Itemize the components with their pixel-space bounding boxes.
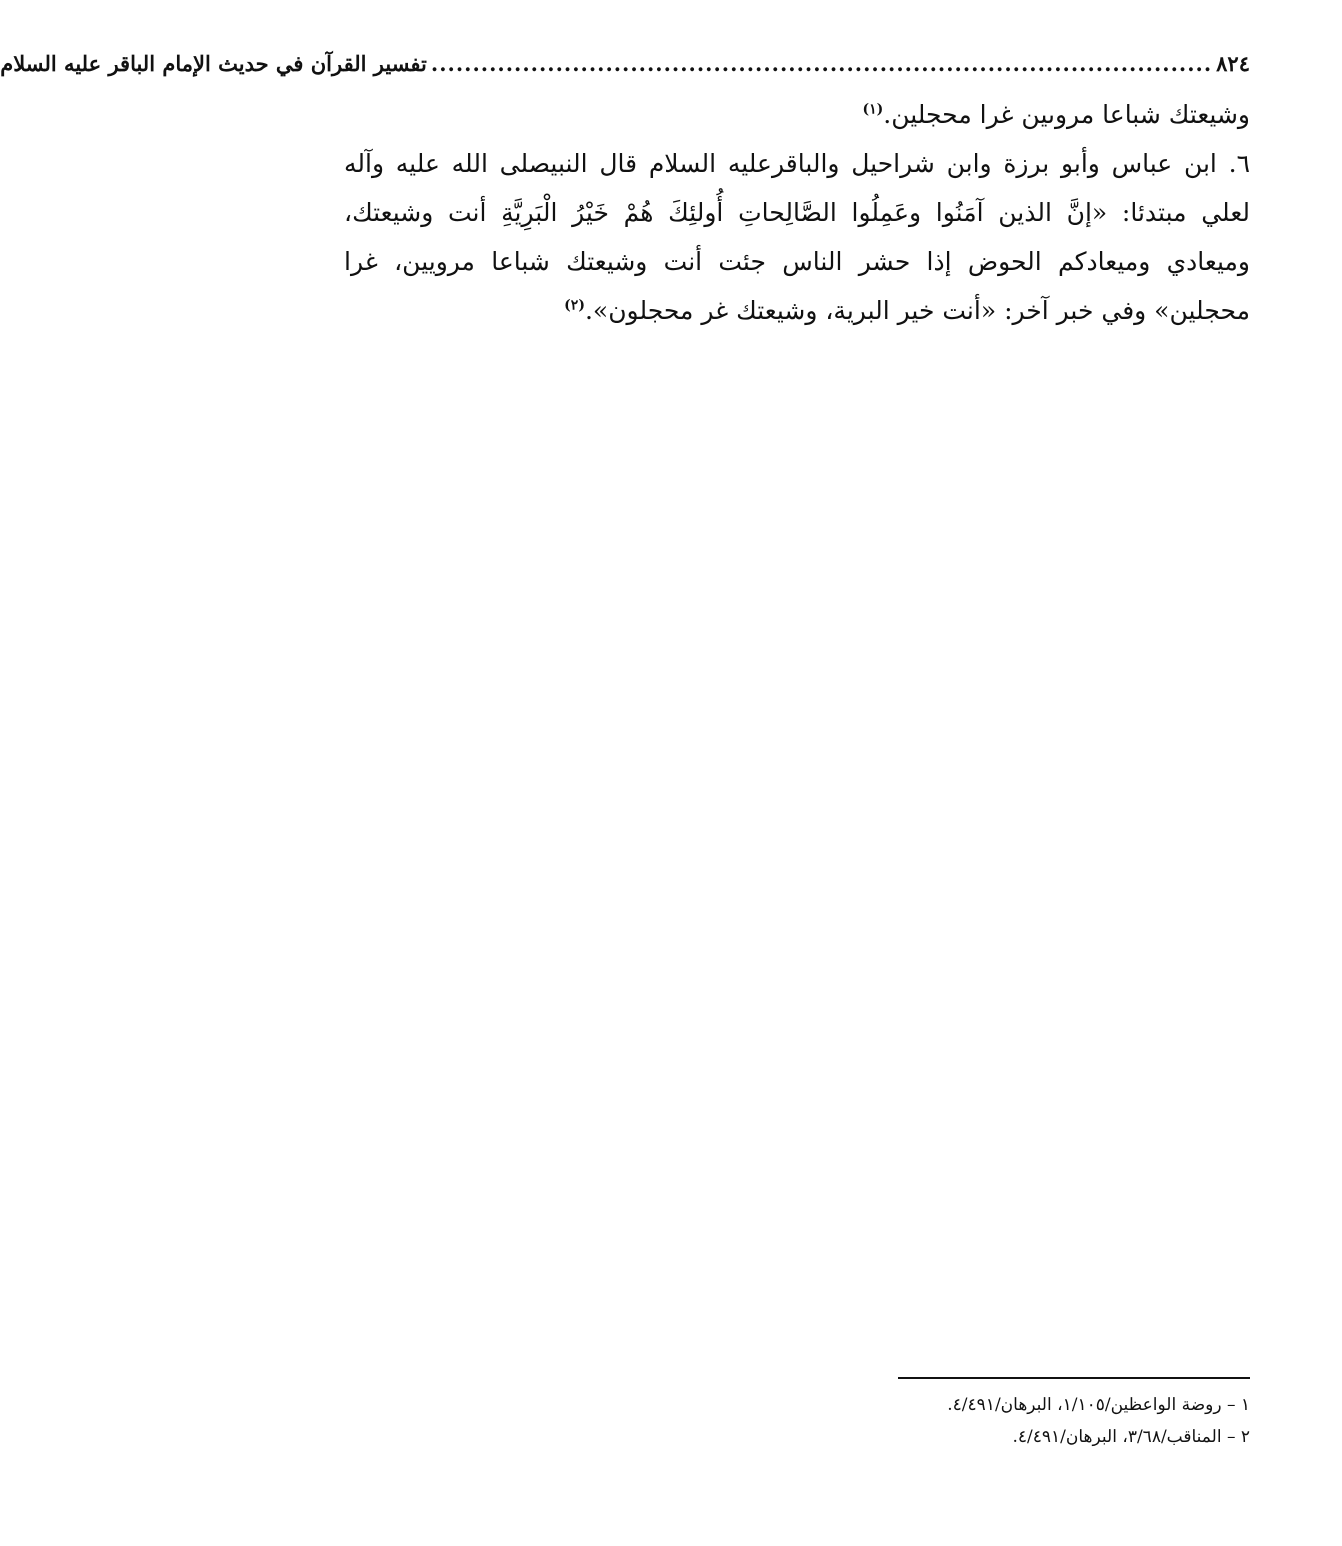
paragraph-1 (344, 90, 1250, 139)
footnotes-section (344, 1377, 1250, 1453)
book-page (0, 44, 1250, 1504)
dot-leader: .............................................................................................. (430, 51, 1213, 76)
running-title: تفسير القرآن في حديث الإمام الباقر عليه السلام (0, 51, 427, 76)
main-text (344, 90, 1250, 335)
footnote-list (344, 1389, 1250, 1453)
footnote-item: ٢ – المناقب/٣/٦٨، البرهان/٤/٤٩١. (1012, 1427, 1250, 1447)
page-number: ٨٢٤ (1216, 51, 1250, 76)
footnote-ref-1[interactable]: (١) (862, 101, 884, 118)
running-header (0, 44, 1250, 84)
footnote-item: ١ – روضة الواعظين/١/١٠٥، البرهان/٤/٤٩١. (947, 1395, 1250, 1415)
paragraph-2 (344, 139, 1250, 335)
footnote-divider (898, 1377, 1250, 1379)
paragraph-1-text: وشيعتك شباعا مروىين غرا محجلين. (883, 100, 1250, 129)
footnote-ref-2[interactable]: (٢) (564, 297, 585, 314)
paragraph-2-text: ٦. ابن عباس وأبو برزة وابن شراحيل والباقرعليه السلام قال النبيصلى الله عليه وآله لعلي مبتدئا: «إنَّ الذين آمَنُوا وعَمِلُوا الصَّالِحاتِ أُولئِكَ هُمْ خَيْرُ الْبَرِيَّةِ أنت وشيعتك، وميعادي وميعادكم الحوض إذا حشر الناس جئت أنت وشيعتك شباعا مرويين، غرا محجلين» وفي خبر آخر: «أنت خير البرية، وشيعتك غر محجلون». (344, 149, 1250, 325)
